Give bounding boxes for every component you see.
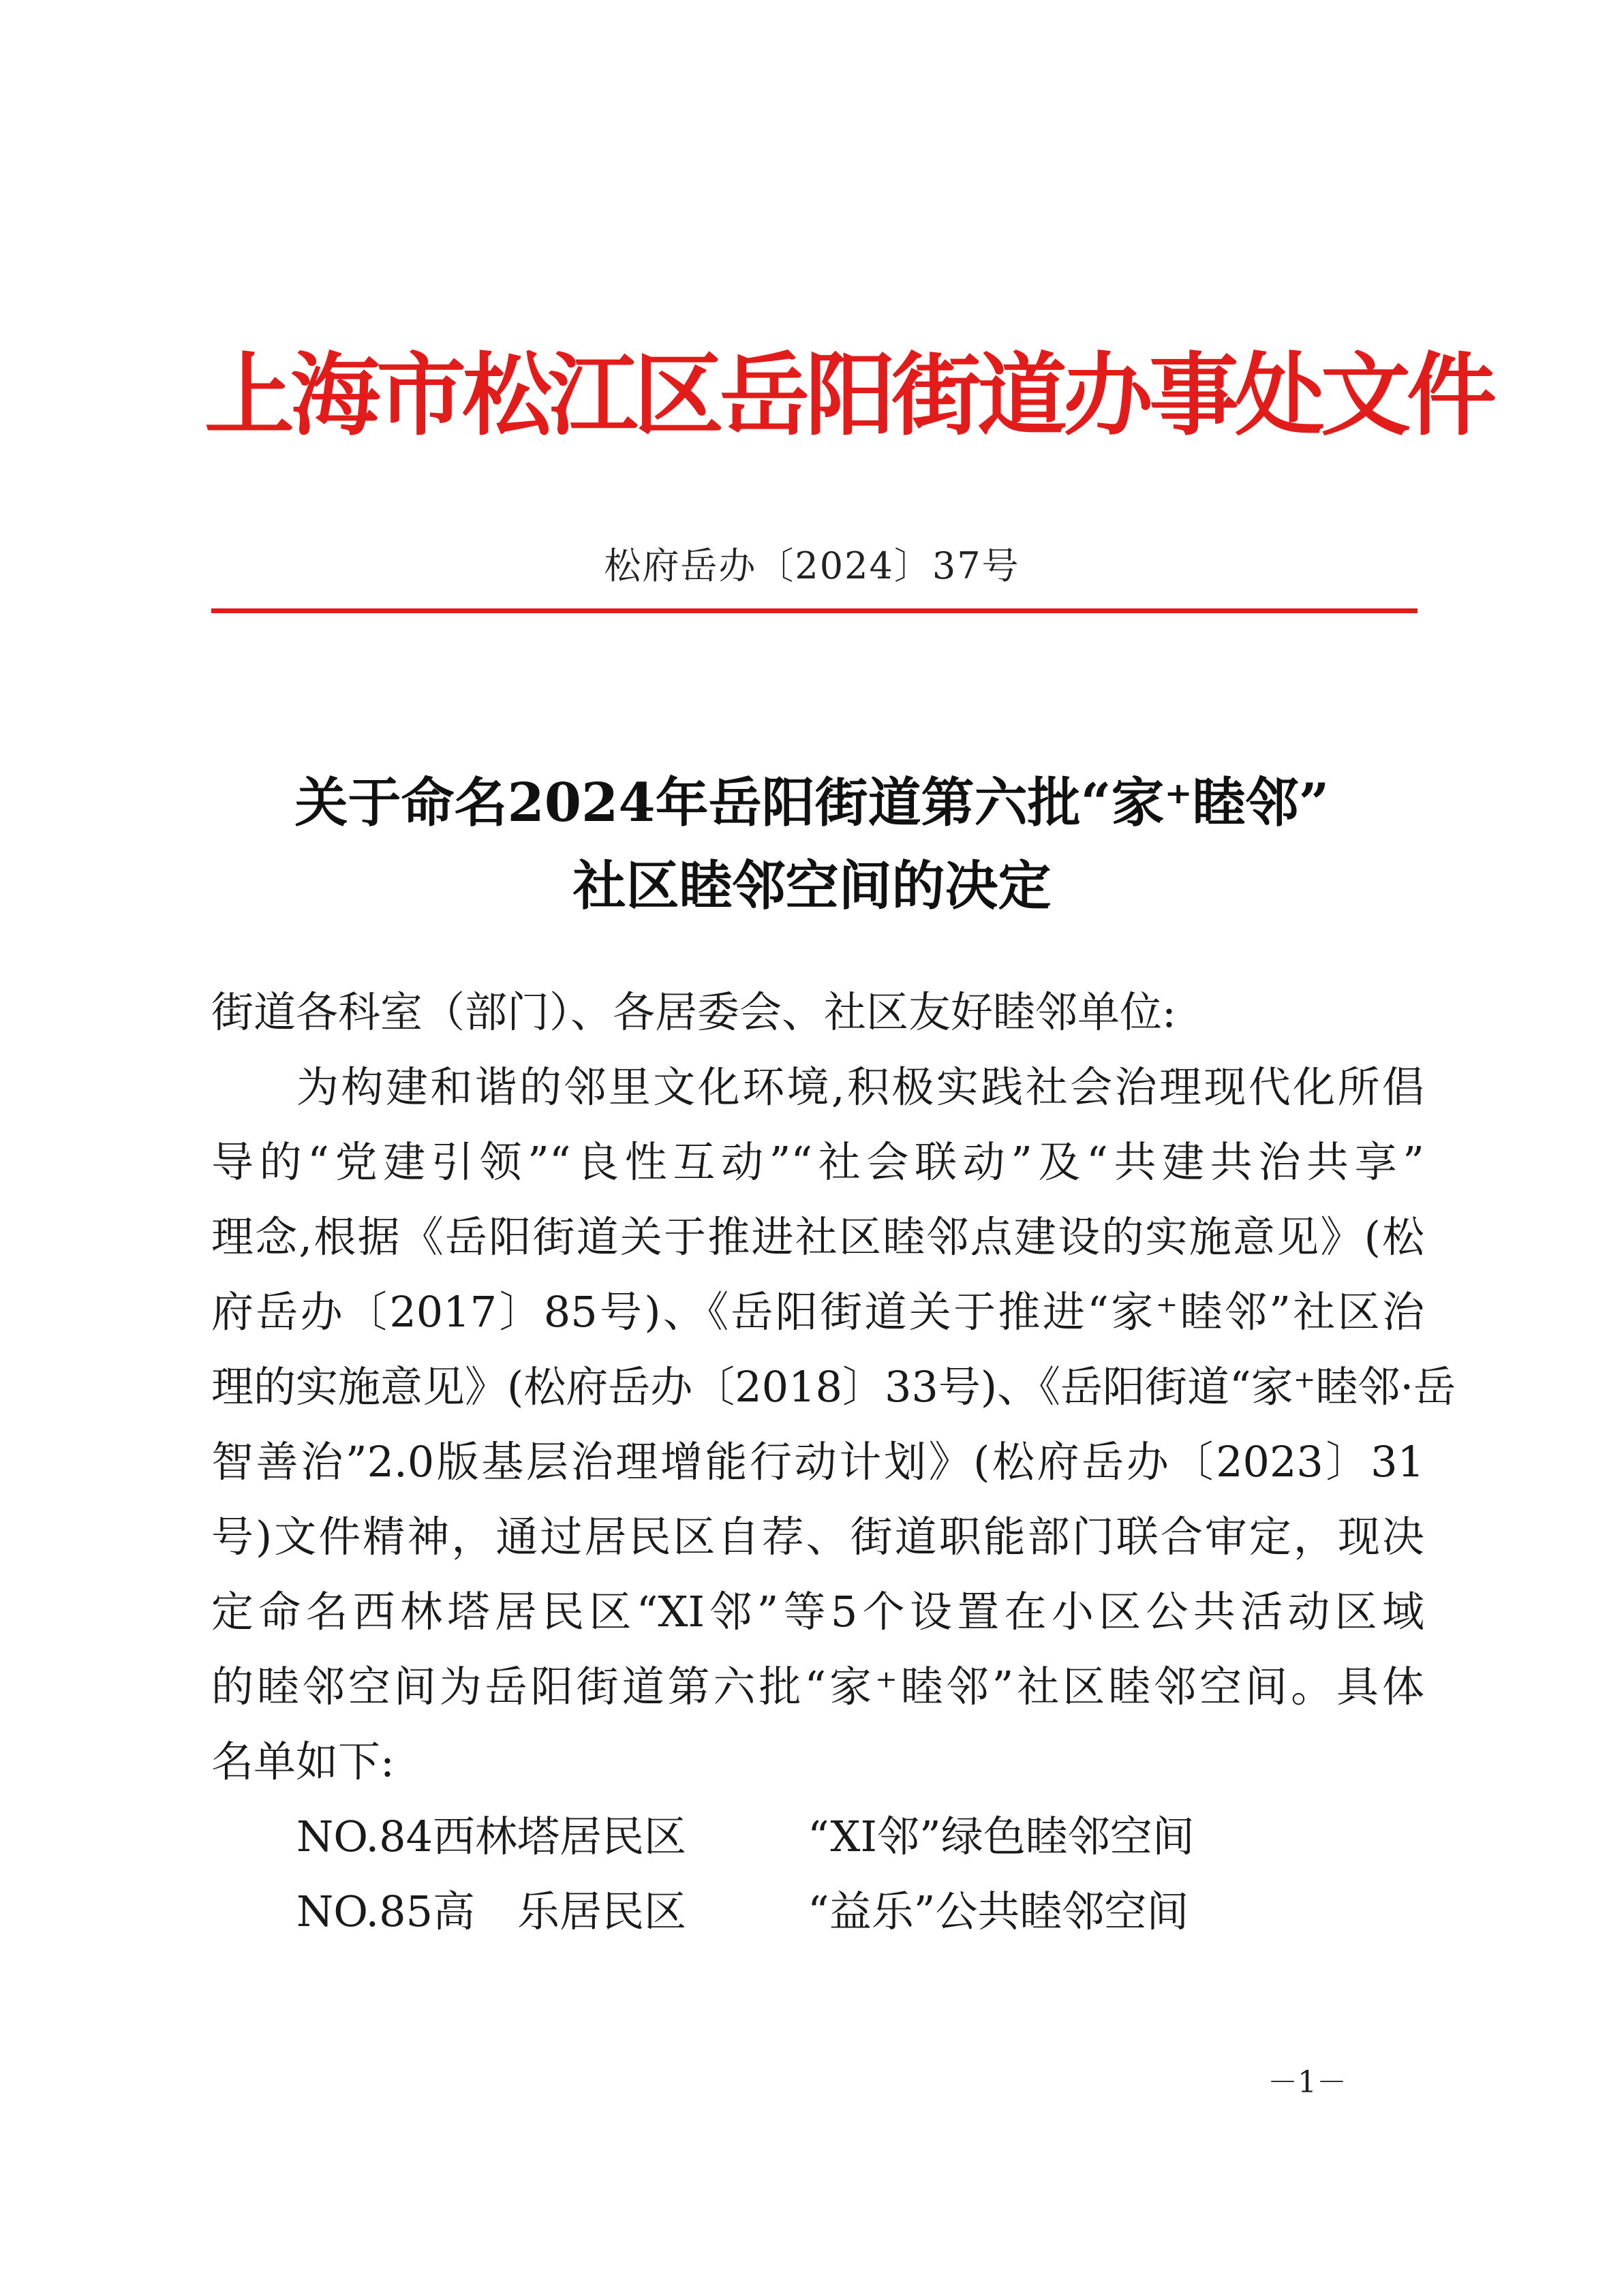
document-title-line-1: 关于命名2024年岳阳街道第六批“家⁺睦邻”	[294, 772, 1330, 834]
page-number: －1－	[1268, 2065, 1347, 2100]
red-divider-line	[211, 608, 1418, 613]
body-line: 名单如下:	[211, 1737, 395, 1786]
body-line: 号)文件精神，通过居民区自荐、街道职能部门联合审定，现决	[211, 1512, 1424, 1562]
salutation: 街道各科室（部门）、各居委会、社区友好睦邻单位:	[211, 987, 1176, 1037]
body-line: 导的“党建引领”“良性互动”“社会联动”及“共建共治共享”	[211, 1137, 1424, 1187]
document-number: 松府岳办〔2024〕37号	[604, 544, 1020, 587]
list-item-number: NO.84	[296, 1812, 433, 1861]
body-line: 为构建和谐的邻里文化环境,积极实践社会治理现代化所倡	[296, 1062, 1424, 1112]
body-line: 定命名西林塔居民区“XI邻”等5个设置在小区公共活动区域	[211, 1587, 1424, 1636]
body-line: 的睦邻空间为岳阳街道第六批“家⁺睦邻”社区睦邻空间。具体	[211, 1662, 1424, 1711]
body-line: 府岳办〔2017〕85号)、《岳阳街道关于推进“家⁺睦邻”社区治	[211, 1287, 1424, 1337]
document-masthead: 上海市松江区岳阳街道办事处文件	[204, 343, 1492, 448]
body-line: 理的实施意见》(松府岳办〔2018〕33号)、《岳阳街道“家⁺睦邻·岳	[211, 1362, 1456, 1412]
body-line: 理念,根据《岳阳街道关于推进社区睦邻点建设的实施意见》(松	[211, 1212, 1424, 1262]
body-line: 智善治”2.0版基层治理增能行动计划》(松府岳办〔2023〕31	[211, 1437, 1424, 1487]
list-item-area: 高 乐居民区	[433, 1887, 687, 1936]
document-title-line-2: 社区睦邻空间的决定	[572, 855, 1052, 917]
list-item-space: “XI邻”绿色睦邻空间	[808, 1812, 1195, 1861]
list-item-space: “益乐”公共睦邻空间	[808, 1887, 1189, 1936]
list-item-area: 西林塔居民区	[433, 1812, 687, 1861]
list-item-number: NO.85	[296, 1887, 433, 1936]
